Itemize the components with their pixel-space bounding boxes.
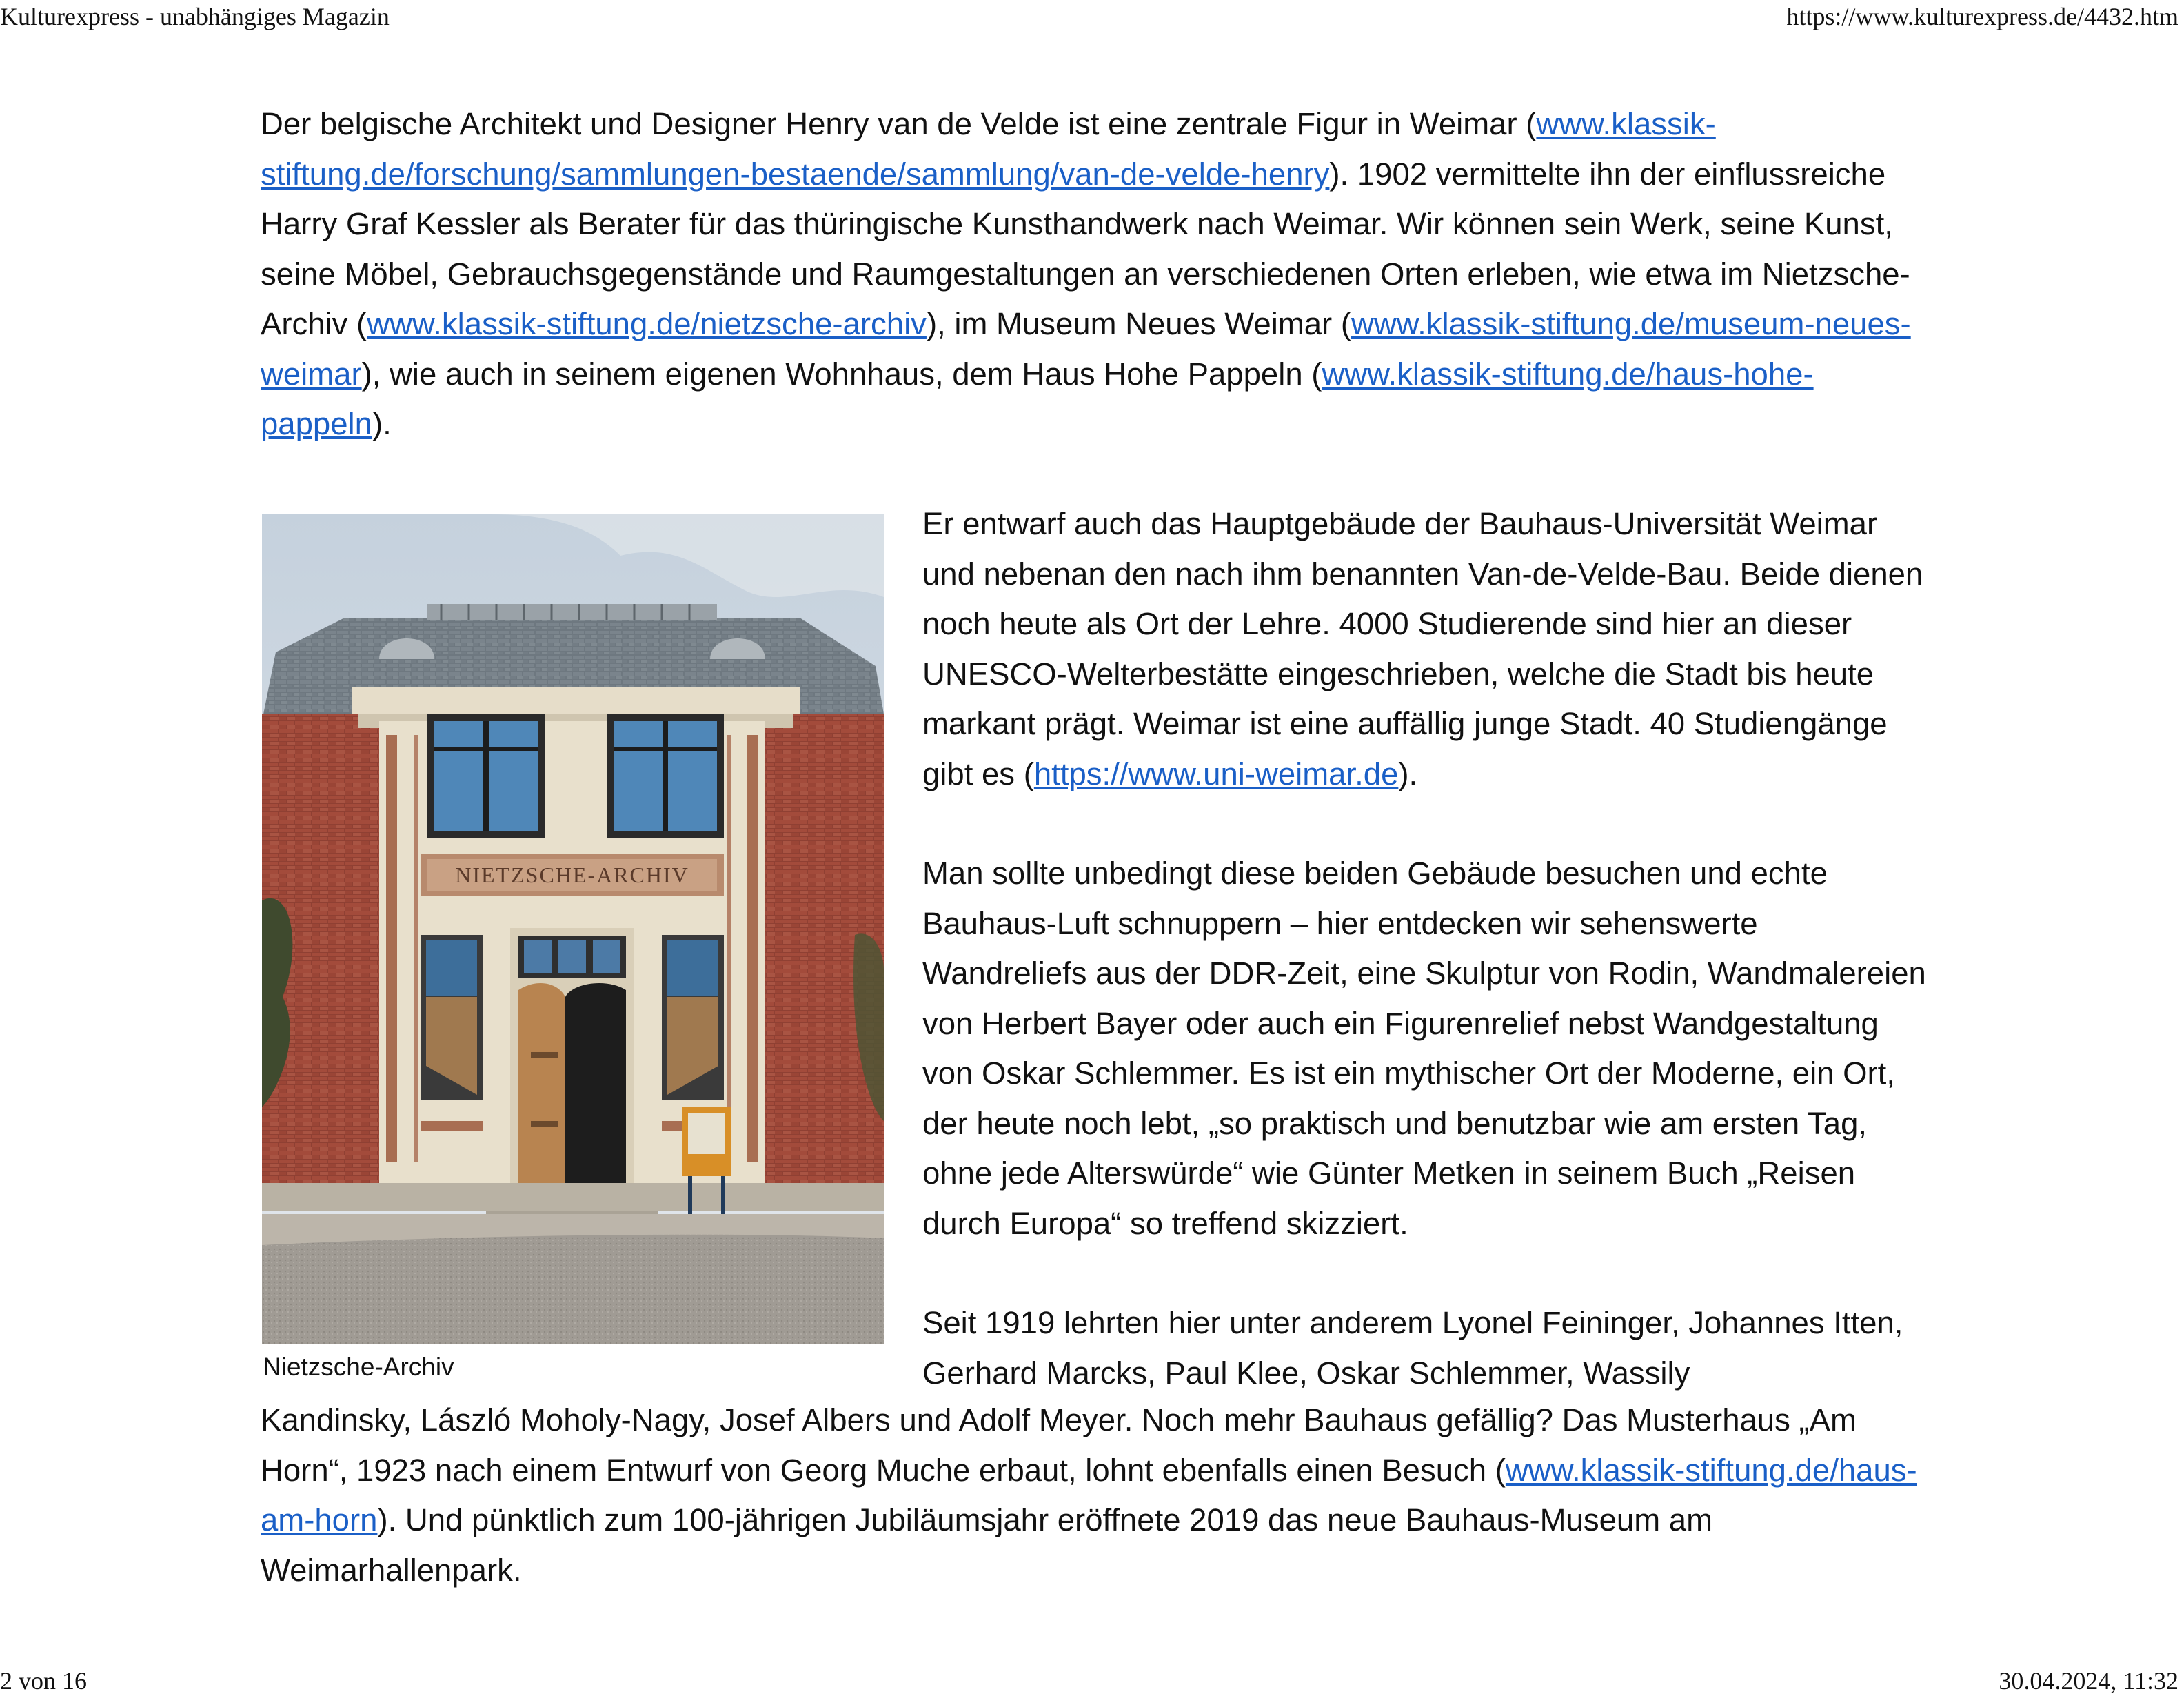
link-nietzsche-archiv[interactable]: www.klassik-stiftung.de/nietzsche-archiv <box>367 306 927 341</box>
text-segment: Der belgische Architekt und Designer Henry van de Velde ist eine zentrale Figur in Weimar ( <box>261 106 1537 141</box>
link-uni-weimar[interactable]: https://www.uni-weimar.de <box>1033 756 1399 791</box>
link-museum-neues-weimar[interactable]: www.klassik-stiftung.de/museum-neues-weimar <box>261 306 1911 392</box>
link-van-de-velde-henry[interactable]: www.klassik-stiftung.de/forschung/sammlungen-bestaende/sammlung/van-de-velde-henry <box>261 106 1716 192</box>
print-footer-datetime: 30.04.2024, 11:32 <box>1999 1667 2178 1695</box>
text-segment: ), im Museum Neues Weimar ( <box>926 306 1351 341</box>
text-segment: Er entwarf auch das Hauptgebäude der Bauhaus-Universität Weimar und nebenan den nach ihm benannten Van-de-Velde-Bau. Beide dienen noch heute als Ort der Lehre. 4000 Studierende sind hier an dieser UNESCO-Welterbestätte eingeschrieben, welche die Stadt bis heute markant prägt. Weimar ist eine auffällig junge Stadt. 40 Studiengänge gibt es ( <box>922 506 1923 791</box>
link-haus-hohe-pappeln[interactable]: www.klassik-stiftung.de/haus-hohe-pappeln <box>261 356 1814 441</box>
text-segment: ). 1902 vermittelte ihn der einflussreiche Harry Graf Kessler als Berater für das thüringische Kunsthandwerk nach Weimar. Wir können sein Werk, seine Kunst, seine Möbel, Gebrauchsgegenstände und Raumgestaltungen an verschiedenen Orten erleben, wie etwa im Nietzsche-Archiv ( <box>261 156 1910 341</box>
text-segment: ). <box>1398 756 1418 791</box>
text-segment: ), wie auch in seinem eigenen Wohnhaus, dem Haus Hohe Pappeln ( <box>361 356 1322 392</box>
print-header-url: https://www.kulturexpress.de/4432.htm <box>1786 3 2178 30</box>
inscription-text: NIETZSCHE-ARCHIV <box>455 862 689 887</box>
print-header-title: Kulturexpress - unabhängiges Magazin <box>0 3 390 30</box>
text-segment: ). <box>372 406 392 441</box>
text-segment: Kandinsky, László Moholy-Nagy, Josef Albers und Adolf Meyer. Noch mehr Bauhaus gefällig? Das Musterhaus „Am Horn“, 1923 nach einem Entwurf von Georg Muche erbaut, lohnt ebenfalls einen Besuch ( <box>261 1402 1857 1488</box>
text-segment: ). Und pünktlich zum 100-jährigen Jubiläumsjahr eröffnete 2019 das neue Bauhaus-Museum am Weimarhallenpark. <box>261 1502 1712 1588</box>
paragraph-van-de-velde <box>261 99 1922 450</box>
paragraph-bauhaus-luft: Man sollte unbedingt diese beiden Gebäude besuchen und echte Bauhaus-Luft schnuppern – hier entdecken wir sehenswerte Wandreliefs aus der DDR-Zeit, eine Skulptur von Rodin, Wandmalereien von Herbert Bayer oder auch ein Figurenrelief nebst Wandgestaltung von Oskar Schlemmer. Es ist ein mythischer Ort der Moderne, ein Ort, der heute noch lebt, „so praktisch und benutzbar wie am ersten Tag, ohne jede Alterswürde“ wie Günter Metken in seinem Buch „Reisen durch Europa“ so treffend skizziert. <box>922 856 1926 1241</box>
paragraph-lehrer-continued <box>261 1395 1922 1595</box>
paragraph-lehrer-start: Seit 1919 lehrten hier unter anderem Lyonel Feininger, Johannes Itten, Gerhard Marcks, Paul Klee, Oskar Schlemmer, Wassily <box>922 1305 1903 1391</box>
paragraph-bauhaus-universitaet <box>922 499 1929 799</box>
print-footer-page: 2 von 16 <box>0 1667 87 1695</box>
right-column <box>922 499 1929 1448</box>
nietzsche-archiv-photo <box>262 514 884 1344</box>
photo-caption: Nietzsche-Archiv <box>263 1353 454 1381</box>
link-haus-am-horn[interactable]: www.klassik-stiftung.de/haus-am-horn <box>261 1452 1917 1537</box>
